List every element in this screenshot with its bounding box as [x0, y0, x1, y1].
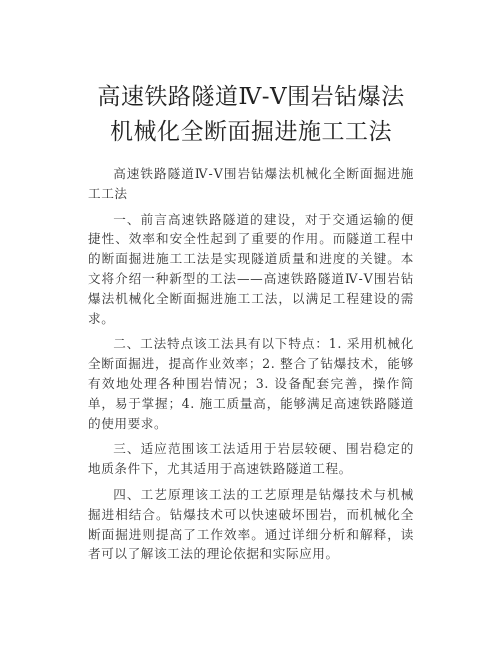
paragraph-preface: 一、前言高速铁路隧道的建设，对于交通运输的便捷性、效率和安全性起到了重要的作用。而隧道工程中的断面掘进施工工法是实现隧道质量和进度的关键。本文将介绍一种新型的工法——高速铁路隧道Ⅳ-Ⅴ围岩钻爆法机械化全断面掘进施工工法，以满足工程建设的需求。 [88, 211, 414, 326]
paragraph-scope: 三、适应范围该工法适用于岩层较硬、围岩稳定的地质条件下，尤其适用于高速铁路隧道工程。 [88, 441, 414, 477]
document-body [88, 164, 414, 564]
paragraph-features: 二、工法特点该工法具有以下特点：1. 采用机械化全断面掘进，提高作业效率；2. 整合了钻爆技术，能够有效地处理各种围岩情况；3. 设备配套完善，操作简单，易于掌握；4. 施工质量高，能够满足高速铁路隧道的使用要求。 [88, 336, 414, 431]
paragraph-principle: 四、工艺原理该工法的工艺原理是钻爆技术与机械掘进相结合。钻爆技术可以快速破坏围岩，而机械化全断面掘进则提高了工作效率。通过详细分析和解释，读者可以了解该工法的理论依据和实际应用。 [88, 486, 414, 562]
document-title: 高速铁路隧道Ⅳ-Ⅴ围岩钻爆法机械化全断面掘进施工工法 [97, 84, 405, 145]
paragraph-subtitle: 高速铁路隧道Ⅳ-Ⅴ围岩钻爆法机械化全断面掘进施工工法 [88, 166, 414, 201]
